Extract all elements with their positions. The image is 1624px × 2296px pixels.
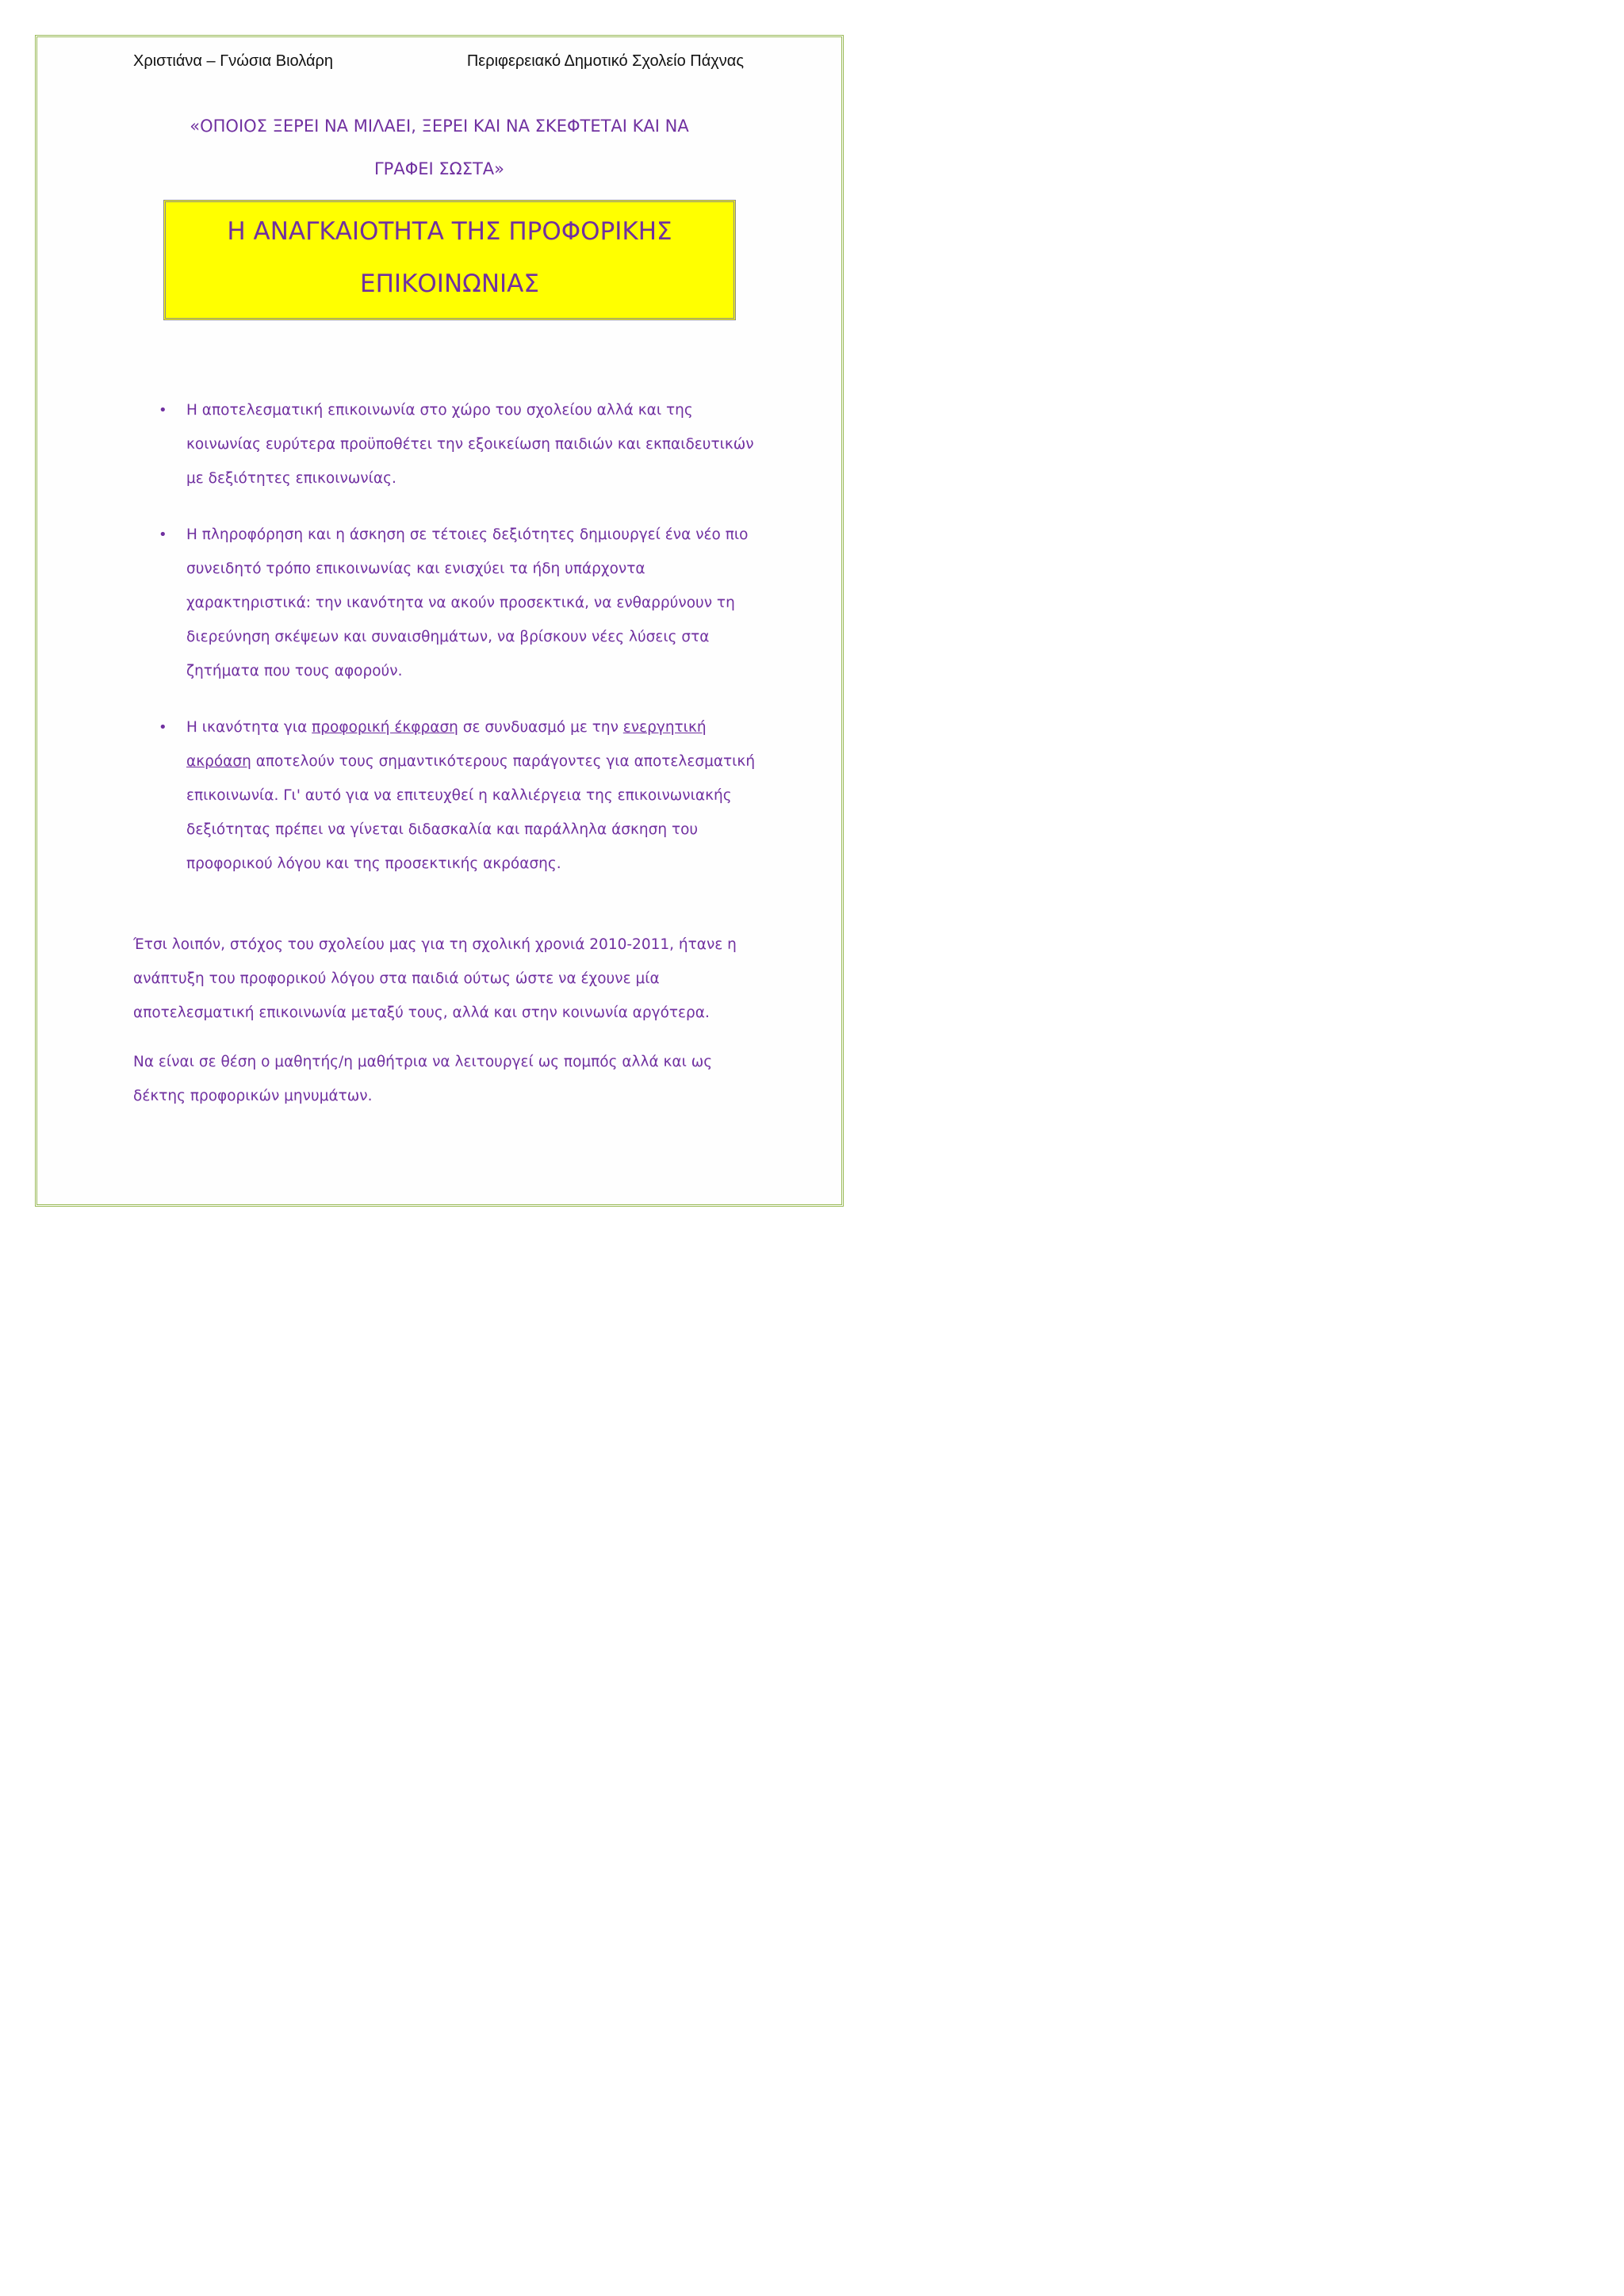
page-title [166,202,733,310]
bullet-text-3-part-3: αποτελούν τους σημαντικότερους παράγοντες για αποτελεσματική επικοινωνία. Γι' αυτό για να επιτευχθεί η καλλιέργεια της επικοινωνιακής δεξιότητας πρέπει να γίνεται διδασκαλία και παράλληλα άσκηση του προφορικού λόγου και της προσεκτικής ακρόασης. [186,753,756,872]
motto [119,105,760,190]
bullet-text-2: Η πληροφόρηση και η άσκηση σε τέτοιες δεξιότητες δημιουργεί ένα νέο πιο συνειδητό τρόπο επικοινωνίας και ενισχύει τα ήδη υπάρχοντα χαρακτηριστικά: την ικανότητα να ακούν προσεκτικά, να ενθαρρύνουν τη διερεύνηση σκέψεων και συναισθημάτων, να βρίσκουν νέες λύσεις στα ζητήματα που τους αφορούν. [186,526,749,679]
header-author: Χριστιάνα – Γνώσια Βιολάρη [133,52,334,70]
bullet-icon: • [159,719,167,736]
bullet-item [159,393,761,496]
title-box [163,200,736,320]
conclusion-paragraph-2: Να είναι σε θέση ο μαθητής/η μαθήτρια να λειτουργεί ως πομπός αλλά και ως δέκτης προφορικών μηνυμάτων. [133,1054,713,1104]
bullet-text-3-part-1: Η ικανότητα για [186,719,312,736]
underlined-term-oral-expression: προφορική έκφραση [312,719,458,736]
bullet-list [159,393,761,903]
bullet-icon: • [159,402,167,419]
underlined-term-active-listening: ενεργητική ακρόαση [186,719,707,770]
motto-line-2: ΓΡΑΦΕΙ ΣΩΣΤΑ» [373,159,505,178]
title-line-1: Η ΑΝΑΓΚΑΙΟΤΗΤΑ ΤΗΣ ΠΡΟΦΟΡΙΚΗΣ [227,217,672,246]
bullet-text-3-part-2: σε συνδυασμό με την [458,719,623,736]
header-school: Περιφερειακό Δημοτικό Σχολείο Πάχνας [466,52,744,70]
bullet-item [159,518,761,688]
motto-line-1: «ΟΠΟΙΟΣ ΞΕΡΕΙ ΝΑ ΜΙΛΑΕΙ, ΞΕΡΕΙ ΚΑΙ ΝΑ ΣΚΕΦΤΕΤΑΙ ΚΑΙ ΝΑ [190,117,689,136]
conclusion-paragraph-1: Έτσι λοιπόν, στόχος του σχολείου μας για τη σχολική χρονιά 2010-2011, ήτανε η ανάπτυξη του προφορικού λόγου στα παιδιά ούτως ώστε να έχουνε μία αποτελεσματική επικοινωνία μεταξύ τους, αλλά και στην κοινωνία αργότερα. [133,936,737,1021]
title-line-2: ΕΠΙΚΟΙΝΩΝΙΑΣ [360,270,539,298]
bullet-text-1: Η αποτελεσματική επικοινωνία στο χώρο του σχολείου αλλά και της κοινωνίας ευρύτερα προϋποθέτει την εξοικείωση παιδιών και εκπαιδευτικών με δεξιότητες επικοινωνίας. [186,402,754,487]
bullet-icon: • [159,526,167,543]
bullet-item [159,710,761,881]
